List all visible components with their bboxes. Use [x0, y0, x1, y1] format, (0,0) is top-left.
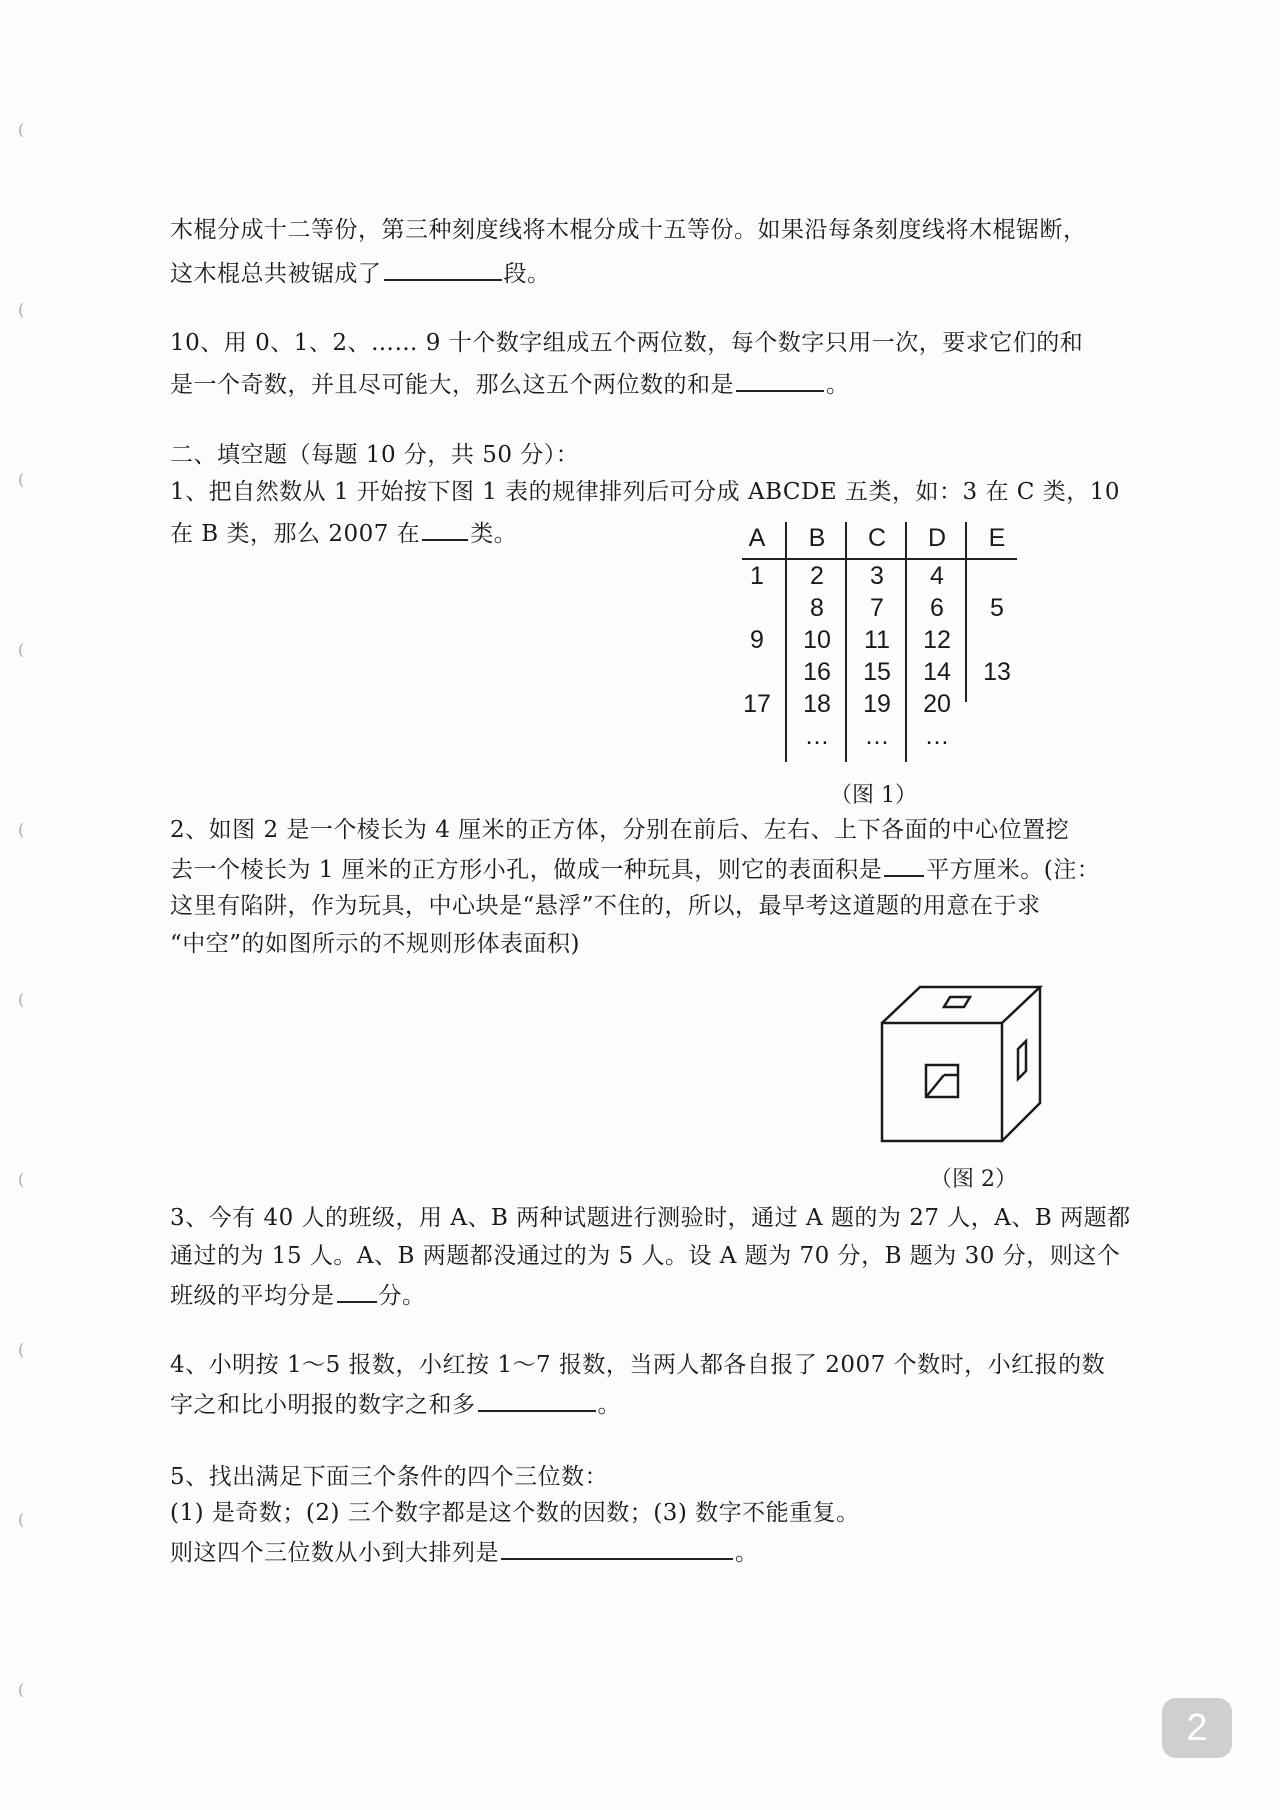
- text-fragment: 类。: [470, 521, 518, 547]
- text-fragment: 段。: [503, 261, 551, 287]
- margin-mark: (: [18, 1510, 25, 1529]
- figure-2-caption: （图 2）: [930, 1167, 1017, 1192]
- margin-mark: (: [18, 1680, 25, 1699]
- table-cell: 9: [750, 626, 764, 654]
- text-line: [170, 1536, 759, 1568]
- table-header: A: [748, 524, 766, 552]
- text-fragment: 去一个棱长为 1 厘米的正方形小孔，做成一种玩具，则它的表面积是: [170, 857, 883, 883]
- text-fragment: 在 B 类，那么 2007 在: [170, 521, 421, 547]
- table-cell: 13: [983, 658, 1011, 686]
- table-cell: 15: [863, 658, 891, 686]
- front-hole-edge: [926, 1075, 944, 1097]
- table-cell: 19: [863, 690, 891, 718]
- cube-side-face: [1002, 987, 1040, 1141]
- table-header: C: [867, 524, 887, 552]
- margin-mark: (: [18, 820, 25, 839]
- question-3: 3、今有 40 人的班级，用 A、B 两种试题进行测验时，通过 A 题的为 27 人，A、B 两题都: [170, 1205, 1131, 1231]
- side-hole: [1018, 1041, 1026, 1079]
- text-fragment: 则这四个三位数从小到大排列是: [170, 1540, 499, 1566]
- text-line: “中空”的如图所示的不规则形体表面积): [170, 931, 580, 957]
- table-cell: 11: [864, 626, 890, 654]
- table-cell: 6: [930, 594, 944, 622]
- margin-mark: (: [18, 990, 25, 1009]
- top-hole: [944, 997, 970, 1007]
- text-fragment: 。: [597, 1392, 621, 1418]
- table-cell: 2: [810, 562, 824, 590]
- text-fragment: 分。: [378, 1283, 426, 1309]
- table-cell: 12: [923, 626, 951, 654]
- text-line: [170, 368, 850, 400]
- table-cell: …: [924, 722, 950, 750]
- answer-blank[interactable]: [736, 368, 824, 392]
- table-cell: 7: [870, 594, 884, 622]
- table-cell: …: [864, 722, 890, 750]
- cube-figure-icon: [870, 975, 1050, 1145]
- table-cell: 14: [923, 658, 951, 686]
- question-2: 2、如图 2 是一个棱长为 4 厘米的正方体，分别在前后、左右、上下各面的中心位置挖: [170, 817, 1070, 843]
- figure-1-table: [742, 522, 1022, 762]
- margin-mark: (: [18, 470, 25, 489]
- table-cell: 3: [870, 562, 884, 590]
- table-header: B: [808, 524, 826, 552]
- question-10: 10、用 0、1、2、…… 9 十个数字组成五个两位数，每个数字只用一次，要求它们的和: [170, 330, 1084, 356]
- text-fragment: 这木棍总共被锯成了: [170, 261, 382, 287]
- table-cell: 1: [750, 562, 764, 590]
- text-line: [170, 517, 517, 549]
- answer-blank[interactable]: [501, 1536, 733, 1560]
- text-fragment: 平方厘米。(注：: [926, 857, 1101, 883]
- text-fragment: 班级的平均分是: [170, 1283, 335, 1309]
- margin-mark: (: [18, 300, 25, 319]
- question-5: 5、找出满足下面三个条件的四个三位数：: [170, 1464, 609, 1490]
- answer-blank[interactable]: [422, 517, 468, 541]
- margin-mark: (: [18, 640, 25, 659]
- cube-front-face: [882, 1023, 1002, 1141]
- text-line: [170, 1279, 426, 1311]
- section-heading: 二、填空题（每题 10 分，共 50 分）：: [170, 442, 580, 468]
- text-line: [170, 1388, 621, 1420]
- cube-top-face: [882, 987, 1040, 1023]
- margin-mark: (: [18, 1340, 25, 1359]
- text-fragment: 字之和比小明报的数字之和多: [170, 1392, 476, 1418]
- table-cell: 17: [743, 690, 771, 718]
- table-cell: 16: [803, 658, 831, 686]
- text-line: 木棍分成十二等份，第三种刻度线将木棍分成十五等份。如果沿每条刻度线将木棍锯断，: [170, 217, 1087, 243]
- answer-blank[interactable]: [478, 1388, 596, 1412]
- table-cell: 8: [810, 594, 824, 622]
- page-number-badge[interactable]: 2: [1162, 1698, 1232, 1758]
- table-header: E: [988, 524, 1006, 552]
- figure-1-caption: （图 1）: [830, 783, 917, 808]
- margin-mark: (: [18, 1170, 25, 1189]
- answer-blank[interactable]: [337, 1279, 377, 1303]
- text-line: 这里有陷阱，作为玩具，中心块是“悬浮”不住的，所以，最早考这道题的用意在于求: [170, 893, 1041, 919]
- text-fragment: 。: [826, 372, 850, 398]
- answer-blank[interactable]: [384, 257, 502, 281]
- answer-blank[interactable]: [884, 853, 924, 877]
- text-line: [170, 853, 1100, 885]
- margin-mark: (: [18, 120, 25, 139]
- text-fragment: 。: [735, 1540, 759, 1566]
- table-cell: 20: [923, 690, 951, 718]
- text-line: (1) 是奇数；(2) 三个数字都是这个数的因数；(3) 数字不能重复。: [170, 1500, 860, 1526]
- table-cell: 5: [990, 594, 1004, 622]
- question-4: 4、小明按 1～5 报数，小红按 1～7 报数，当两人都各自报了 2007 个数时，小红报的数: [170, 1352, 1106, 1378]
- table-header: D: [927, 524, 947, 552]
- table-cell: 10: [803, 626, 831, 654]
- text-fragment: 是一个奇数，并且尽可能大，那么这五个两位数的和是: [170, 372, 734, 398]
- text-line: [170, 257, 551, 289]
- question-1: 1、把自然数从 1 开始按下图 1 表的规律排列后可分成 ABCDE 五类，如：3 在 C 类，10: [170, 479, 1120, 505]
- text-line: 通过的为 15 人。A、B 两题都没通过的为 5 人。设 A 题为 70 分，B 题为 30 分，则这个: [170, 1243, 1121, 1269]
- table-cell: 18: [803, 690, 831, 718]
- table-cell: 4: [930, 562, 944, 590]
- table-cell: …: [804, 722, 830, 750]
